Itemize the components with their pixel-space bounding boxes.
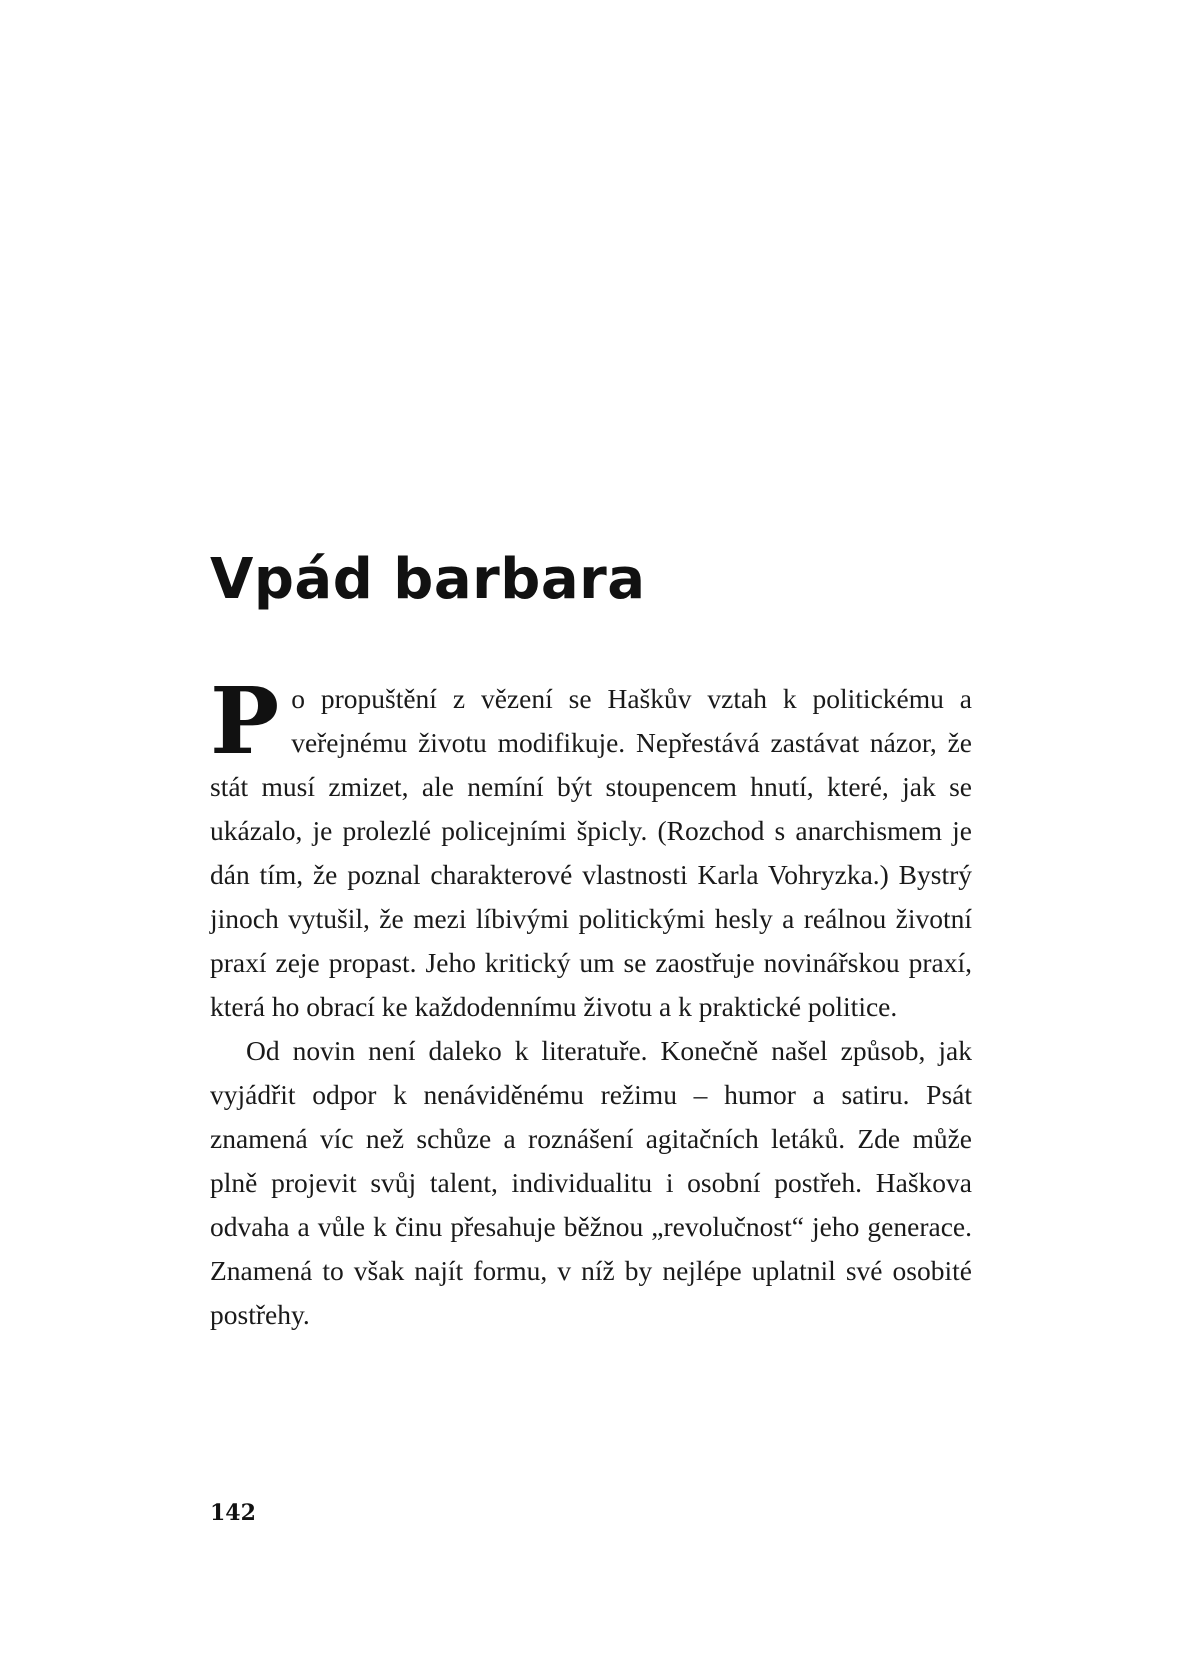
paragraph-first-text: o propuštění z vězení se Haškův vztah k politickému a veřejnému životu modifikuje. Nepřestává zastávat názor, že stát musí zmizet, ale nemíní být stoupencem hnutí, které, jak se ukázalo, je prolezlé policejními špicly. (Rozchod s anarchismem je dán tím, že poznal charakterové vlastnosti Karla Vohryzka.) Bystrý jinoch vytušil, že mezi líbivými politickými hesly a reálnou životní praxí zeje propast. Jeho kritický um se zaostřuje novinářskou praxí, která ho obrací ke každodennímu životu a k praktické politice.	[210, 683, 972, 1022]
chapter-body	[210, 667, 972, 1337]
page-number: 142	[210, 1500, 256, 1526]
paragraph-second: Od novin není daleko k literatuře. Konečně našel způsob, jak vyjádřit odpor k nenáviděnému režimu – humor a satiru. Psát znamená víc než schůze a roznášení agitačních letáků. Zde může plně projevit svůj talent, individualitu i osobní postřeh. Haškova odvaha a vůle k činu přesahuje běžnou „revolučnost“ jeho generace. Znamená to však najít formu, v níž by nejlépe uplatnil své osobité postřehy.	[210, 1035, 972, 1330]
drop-cap: P	[210, 667, 280, 775]
chapter-title: Vpád barbara	[210, 547, 646, 612]
paragraph-first	[210, 667, 972, 1029]
